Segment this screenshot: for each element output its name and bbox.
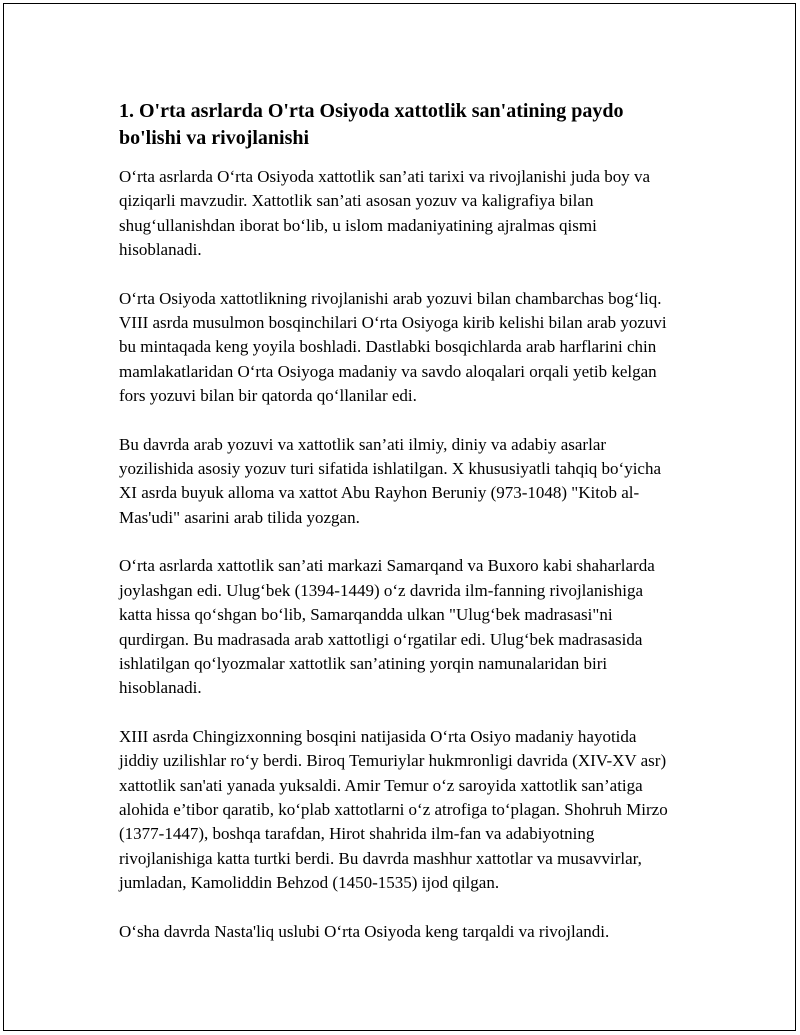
document-page [3, 3, 796, 1031]
paragraph-6: O‘sha davrda Nasta'liq uslubi O‘rta Osiyoda keng tarqaldi va rivojlandi. [119, 921, 610, 941]
document-body [119, 98, 679, 944]
paragraph-2: O‘rta Osiyoda xattotlikning rivojlanishi arab yozuvi bilan chambarchas bog‘liq. VIII asrda musulmon bosqinchilari O‘rta Osiyoga kirib kelishi bilan arab yozuvi bu mintaqada keng yoyila boshladi. Dastlabki bosqichlarda arab harflarini chin mamlakatlaridan O‘rta Osiyoga madaniy va savdo aloqalari orqali yetib kelgan fors yozuvi bilan bir qatorda qo‘llanilar edi. [119, 288, 667, 406]
paragraph-4: O‘rta asrlarda xattotlik san’ati markazi Samarqand va Buxoro kabi shaharlarda joylashgan edi. Ulug‘bek (1394-1449) o‘z davrida ilm-fanning rivojlanishiga katta hissa qo‘shgan bo‘lib, Samarqandda ulkan "Ulug‘bek madrasasi"ni qurdirgan. Bu madrasada arab xattotligi o‘rgatilar edi. Ulug‘bek madrasasida ishlatilgan qo‘lyozmalar xattotlik san’atining yorqin namunalaridan biri hisoblanadi. [119, 556, 655, 698]
paragraph-1: O‘rta asrlarda O‘rta Osiyoda xattotlik san’ati tarixi va rivojlanishi juda boy va qiziqarli mavzudir. Xattotlik san’ati asosan yozuv va kaligrafiya bilan shug‘ullanishdan iborat bo‘lib, u islom madaniyatining ajralmas qismi hisoblanadi. [119, 167, 651, 260]
section-heading: 1. O'rta asrlarda O'rta Osiyoda xattotlik san'atining paydo bo'lishi va rivojlanishi [119, 100, 624, 149]
paragraph-3: Bu davrda arab yozuvi va xattotlik san’ati ilmiy, diniy va adabiy asarlar yozilishida asosiy yozuv turi sifatida ishlatilgan. X khususiyatli tahqiq bo‘yicha XI asrda buyuk alloma va xattot Abu Rayhon Beruniy (973-1048) "Kitob al-Mas'udi" asarini arab tilida yozgan. [119, 434, 662, 527]
paragraph-5: XIII asrda Chingizxonning bosqini natijasida O‘rta Osiyo madaniy hayotida jiddiy uzilishlar ro‘y berdi. Biroq Temuriylar hukmronligi davrida (XIV-XV asr) xattotlik san'ati yanada yuksaldi. Amir Temur o‘z saroyida xattotlik san’atiga alohida e’tibor qaratib, ko‘plab xattotlarni o‘z atrofiga to‘plagan. Shohruh Mirzo (1377-1447), boshqa tarafdan, Hirot shahrida ilm-fan va adabiyotning rivojlanishiga katta turtki berdi. Bu davrda mashhur xattotlar va musavvirlar, jumladan, Kamoliddin Behzod (1450-1535) ijod qilgan. [119, 726, 668, 893]
